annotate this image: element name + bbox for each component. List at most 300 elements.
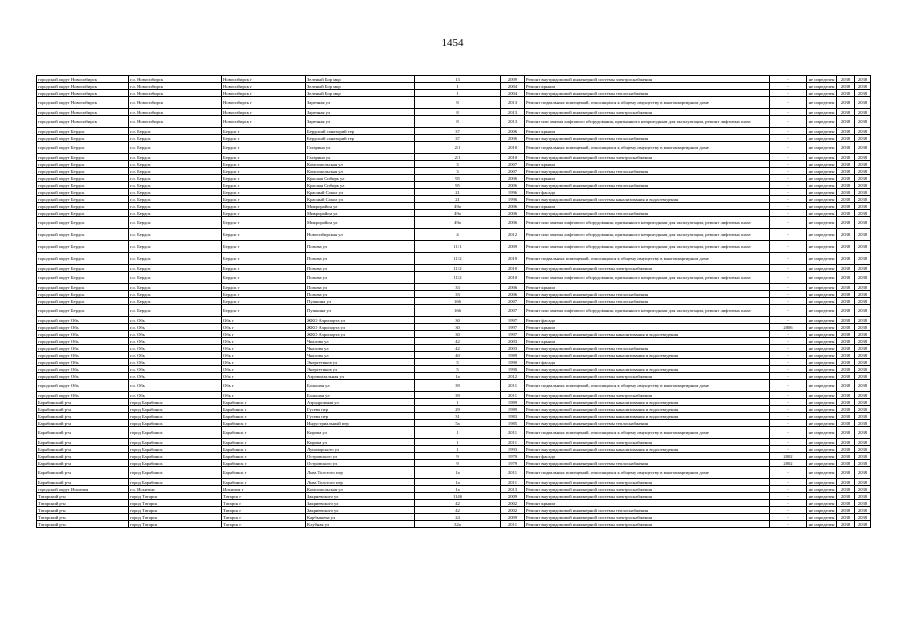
locality-cell: Новосибирск г [222, 90, 306, 97]
locality-cell: Бердск г [222, 210, 306, 217]
build-year-cell: 1996 [501, 189, 525, 196]
district-cell: Татарский р-н [37, 507, 129, 514]
district-cell: городской округ Искитим [37, 486, 129, 493]
status-cell: не определен [807, 317, 837, 324]
last-repair-cell: - [770, 406, 807, 413]
street-cell: Комсомольская ул [306, 161, 415, 168]
house-cell: 21 [415, 196, 501, 203]
build-year-cell: 2006 [501, 135, 525, 142]
build-year-cell: 1989 [501, 406, 525, 413]
build-year-cell: 2011 [501, 521, 525, 528]
status-cell: не определен [807, 253, 837, 265]
last-repair-cell: - [770, 486, 807, 493]
plan-year-end-cell: 2038 [855, 142, 871, 154]
district-cell: городской округ Бердск [37, 305, 129, 317]
build-year-cell: 2010 [501, 154, 525, 161]
plan-year-cell: 2038 [837, 253, 855, 265]
locality-cell: Обь г [222, 352, 306, 359]
house-cell: 3 [415, 161, 501, 168]
status-cell: не определен [807, 241, 837, 253]
work-type-cell: Ремонт крыши [525, 203, 770, 210]
municipality-cell: г.о. Бердск [129, 229, 222, 241]
plan-year-end-cell: 2038 [855, 217, 871, 229]
last-repair-cell: - [770, 229, 807, 241]
street-cell: Заречная ул [306, 116, 415, 128]
district-cell: городской округ Бердск [37, 265, 129, 272]
street-cell: Микрорайон ул [306, 217, 415, 229]
plan-year-cell: 2038 [837, 298, 855, 305]
locality-cell: Барабинск г [222, 427, 306, 439]
house-cell: 1 [415, 446, 501, 453]
build-year-cell: 2013 [501, 116, 525, 128]
district-cell: Барабинский р-н [37, 399, 129, 406]
table-row [37, 109, 871, 116]
plan-year-end-cell: 2038 [855, 116, 871, 128]
build-year-cell: 2010 [501, 265, 525, 272]
plan-year-cell: 2038 [837, 161, 855, 168]
work-type-cell: Ремонт крыши [525, 284, 770, 291]
status-cell: не определен [807, 229, 837, 241]
status-cell: не определен [807, 128, 837, 135]
plan-year-end-cell: 2038 [855, 298, 871, 305]
work-type-cell: Ремонт внутридомовой инженерной системы электроснабжения [525, 521, 770, 528]
plan-year-cell: 2038 [837, 168, 855, 175]
locality-cell: Татарск г [222, 500, 306, 507]
build-year-cell: 2007 [501, 298, 525, 305]
plan-year-cell: 2038 [837, 196, 855, 203]
table-row [37, 241, 871, 253]
status-cell: не определен [807, 210, 837, 217]
municipality-cell: г.о. Бердск [129, 128, 222, 135]
municipality-cell: г.о. Бердск [129, 291, 222, 298]
plan-year-end-cell: 2038 [855, 420, 871, 427]
house-cell: 5 [415, 366, 501, 373]
plan-year-end-cell: 2038 [855, 406, 871, 413]
plan-year-cell: 2038 [837, 97, 855, 109]
build-year-cell: 2011 [501, 380, 525, 392]
table-row [37, 90, 871, 97]
plan-year-end-cell: 2038 [855, 507, 871, 514]
district-cell: городской округ Бердск [37, 203, 129, 210]
last-repair-cell: - [770, 154, 807, 161]
status-cell: не определен [807, 109, 837, 116]
work-type-cell: Ремонт фасада [525, 317, 770, 324]
house-cell: 31 [415, 413, 501, 420]
locality-cell: Обь г [222, 345, 306, 352]
street-cell: Попова ул [306, 265, 415, 272]
locality-cell: Обь г [222, 359, 306, 366]
district-cell: Барабинский р-н [37, 460, 129, 467]
table-row [37, 392, 871, 399]
work-type-cell: Ремонт внутридомовой инженерной системы теплоснабжения [525, 90, 770, 97]
plan-year-cell: 2038 [837, 175, 855, 182]
table-row [37, 154, 871, 161]
last-repair-cell: - [770, 196, 807, 203]
plan-year-end-cell: 2038 [855, 521, 871, 528]
plan-year-end-cell: 2038 [855, 196, 871, 203]
district-cell: Барабинский р-н [37, 427, 129, 439]
locality-cell: Бердск г [222, 175, 306, 182]
last-repair-cell: - [770, 413, 807, 420]
table-row [37, 366, 871, 373]
street-cell: ЖКО Аэропорта ул [306, 324, 415, 331]
municipality-cell: г.о. Бердск [129, 154, 222, 161]
locality-cell: Татарск г [222, 493, 306, 500]
municipality-cell: г.о. Обь [129, 331, 222, 338]
house-cell: 37 [415, 135, 501, 142]
house-cell: 49а [415, 203, 501, 210]
locality-cell: Барабинск г [222, 439, 306, 446]
street-cell: Гусева пер [306, 413, 415, 420]
table-row [37, 168, 871, 175]
work-type-cell: Ремонт подвальных помещений, относящихся к общему имуществу в многоквартирном доме [525, 253, 770, 265]
build-year-cell: 1997 [501, 324, 525, 331]
municipality-cell: г.о. Бердск [129, 189, 222, 196]
status-cell: не определен [807, 521, 837, 528]
last-repair-cell: 2006 [770, 324, 807, 331]
page-number: 1454 [441, 37, 464, 49]
work-type-cell: Ремонт внутридомовой инженерной системы электроснабжения [525, 514, 770, 521]
status-cell: не определен [807, 352, 837, 359]
street-cell: Кирова ул [306, 439, 415, 446]
district-cell: городской округ Бердск [37, 142, 129, 154]
plan-year-cell: 2038 [837, 514, 855, 521]
plan-year-cell: 2038 [837, 83, 855, 90]
last-repair-cell: - [770, 305, 807, 317]
table-row [37, 317, 871, 324]
municipality-cell: г.о. Бердск [129, 142, 222, 154]
municipality-cell: г.о. Новосибирск [129, 83, 222, 90]
plan-year-cell: 2038 [837, 345, 855, 352]
plan-year-end-cell: 2038 [855, 305, 871, 317]
last-repair-cell: - [770, 97, 807, 109]
last-repair-cell: - [770, 514, 807, 521]
house-cell: 95 [415, 175, 501, 182]
street-cell: Попова ул [306, 241, 415, 253]
work-type-cell: Ремонт внутридомовой инженерной системы электроснабжения [525, 373, 770, 380]
district-cell: Барабинский р-н [37, 453, 129, 460]
municipality-cell: г.о. Обь [129, 345, 222, 352]
street-cell: Гагарина ул [306, 142, 415, 154]
work-type-cell: Ремонт или замена лифтового оборудования, признанного непригодным для эксплуатации, ремонт лифтовых шахт [525, 116, 770, 128]
municipality-cell: г.о. Бердск [129, 217, 222, 229]
municipality-cell: город Барабинск [129, 399, 222, 406]
plan-year-end-cell: 2038 [855, 253, 871, 265]
table-row [37, 272, 871, 284]
plan-year-end-cell: 2038 [855, 345, 871, 352]
status-cell: не определен [807, 373, 837, 380]
locality-cell: Барабинск г [222, 420, 306, 427]
plan-year-end-cell: 2038 [855, 413, 871, 420]
plan-year-cell: 2038 [837, 154, 855, 161]
plan-year-cell: 2038 [837, 229, 855, 241]
table-row [37, 210, 871, 217]
municipality-cell: г.о. Обь [129, 324, 222, 331]
last-repair-cell: - [770, 116, 807, 128]
status-cell: не определен [807, 324, 837, 331]
municipality-cell: г.о. Бердск [129, 168, 222, 175]
last-repair-cell: - [770, 291, 807, 298]
last-repair-cell: - [770, 161, 807, 168]
build-year-cell: 2010 [501, 142, 525, 154]
last-repair-cell: - [770, 345, 807, 352]
house-cell: 1 [415, 399, 501, 406]
last-repair-cell: - [770, 241, 807, 253]
plan-year-cell: 2038 [837, 439, 855, 446]
municipality-cell: город Татарск [129, 500, 222, 507]
plan-year-cell: 2038 [837, 109, 855, 116]
house-cell: 30 [415, 331, 501, 338]
district-cell: городской округ Обь [37, 331, 129, 338]
house-cell: 21 [415, 189, 501, 196]
house-cell: 1146 [415, 493, 501, 500]
locality-cell: Бердск г [222, 291, 306, 298]
work-type-cell: Ремонт внутридомовой инженерной системы электроснабжения [525, 109, 770, 116]
plan-year-cell: 2038 [837, 338, 855, 345]
district-cell: Татарский р-н [37, 514, 129, 521]
last-repair-cell: - [770, 182, 807, 189]
locality-cell: Бердск г [222, 241, 306, 253]
plan-year-cell: 2038 [837, 331, 855, 338]
locality-cell: Новосибирск г [222, 109, 306, 116]
status-cell: не определен [807, 116, 837, 128]
street-cell: Попова ул [306, 284, 415, 291]
municipality-cell: город Барабинск [129, 413, 222, 420]
street-cell: Красный Сокол ул [306, 196, 415, 203]
status-cell: не определен [807, 427, 837, 439]
district-cell: городской округ Бердск [37, 229, 129, 241]
last-repair-cell: - [770, 142, 807, 154]
status-cell: не определен [807, 399, 837, 406]
district-cell: городской округ Обь [37, 345, 129, 352]
locality-cell: Обь г [222, 324, 306, 331]
plan-year-cell: 2038 [837, 284, 855, 291]
table-row [37, 203, 871, 210]
work-type-cell: Ремонт подвальных помещений, относящихся к общему имуществу в многоквартирном доме [525, 142, 770, 154]
street-cell: ЖКО Аэропорта ул [306, 331, 415, 338]
district-cell: городской округ Новосибирск [37, 83, 129, 90]
house-cell: 37 [415, 128, 501, 135]
table-row [37, 413, 871, 420]
work-type-cell: Ремонт крыши [525, 324, 770, 331]
build-year-cell: 1997 [501, 331, 525, 338]
last-repair-cell: 2002 [770, 453, 807, 460]
locality-cell: Бердск г [222, 265, 306, 272]
plan-year-end-cell: 2038 [855, 265, 871, 272]
build-year-cell: 2011 [501, 439, 525, 446]
plan-year-cell: 2038 [837, 128, 855, 135]
status-cell: не определен [807, 203, 837, 210]
plan-year-end-cell: 2038 [855, 229, 871, 241]
locality-cell: Бердск г [222, 154, 306, 161]
build-year-cell: 2004 [501, 90, 525, 97]
street-cell: Кирова ул [306, 427, 415, 439]
district-cell: Барабинский р-н [37, 413, 129, 420]
status-cell: не определен [807, 298, 837, 305]
district-cell: городской округ Обь [37, 352, 129, 359]
municipality-cell: город Барабинск [129, 460, 222, 467]
district-cell: Барабинский р-н [37, 446, 129, 453]
table-row [37, 479, 871, 486]
plan-year-cell: 2038 [837, 189, 855, 196]
street-cell: Новосибирская ул [306, 229, 415, 241]
municipality-cell: г.о. Обь [129, 366, 222, 373]
house-cell: 95 [415, 182, 501, 189]
table-row [37, 486, 871, 493]
plan-year-end-cell: 2038 [855, 514, 871, 521]
street-cell: Закриевского ул [306, 500, 415, 507]
build-year-cell: 2004 [501, 83, 525, 90]
work-type-cell: Ремонт подвальных помещений, относящихся к общему имуществу в многоквартирном доме [525, 427, 770, 439]
plan-year-cell: 2038 [837, 90, 855, 97]
work-type-cell: Ремонт внутридомовой инженерной системы канализования и водоотведения [525, 196, 770, 203]
municipality-cell: г.о. Обь [129, 373, 222, 380]
last-repair-cell: - [770, 210, 807, 217]
plan-year-end-cell: 2038 [855, 210, 871, 217]
plan-year-cell: 2038 [837, 217, 855, 229]
locality-cell: Бердск г [222, 161, 306, 168]
municipality-cell: г.о. Бердск [129, 203, 222, 210]
last-repair-cell: - [770, 203, 807, 210]
work-type-cell: Ремонт внутридомовой инженерной системы теплоснабжения [525, 291, 770, 298]
status-cell: не определен [807, 90, 837, 97]
house-cell: 42 [415, 338, 501, 345]
municipality-cell: город Барабинск [129, 420, 222, 427]
plan-year-end-cell: 2038 [855, 203, 871, 210]
build-year-cell: 1996 [501, 196, 525, 203]
plan-year-cell: 2038 [837, 317, 855, 324]
district-cell: городской округ Бердск [37, 298, 129, 305]
municipality-cell: город Барабинск [129, 439, 222, 446]
table-row [37, 493, 871, 500]
status-cell: не определен [807, 420, 837, 427]
table-row [37, 135, 871, 142]
district-cell: городской округ Бердск [37, 241, 129, 253]
status-cell: не определен [807, 76, 837, 83]
municipality-cell: г.о. Бердск [129, 241, 222, 253]
plan-year-cell: 2038 [837, 291, 855, 298]
locality-cell: Обь г [222, 317, 306, 324]
locality-cell: Барабинск г [222, 406, 306, 413]
municipality-cell: г.о. Бердск [129, 196, 222, 203]
plan-year-end-cell: 2038 [855, 427, 871, 439]
last-repair-cell: - [770, 298, 807, 305]
status-cell: не определен [807, 507, 837, 514]
plan-year-end-cell: 2038 [855, 182, 871, 189]
status-cell: не определен [807, 338, 837, 345]
last-repair-cell: 2002 [770, 460, 807, 467]
build-year-cell: 2011 [501, 467, 525, 479]
locality-cell: Бердск г [222, 284, 306, 291]
work-type-cell: Ремонт или замена лифтового оборудования, признанного непригодным для эксплуатации, ремонт лифтовых шахт [525, 305, 770, 317]
plan-year-end-cell: 2038 [855, 399, 871, 406]
build-year-cell: 2006 [501, 203, 525, 210]
plan-year-cell: 2038 [837, 373, 855, 380]
district-cell: городской округ Бердск [37, 284, 129, 291]
table-row [37, 406, 871, 413]
table-row [37, 116, 871, 128]
plan-year-cell: 2038 [837, 272, 855, 284]
district-cell: городской округ Бердск [37, 272, 129, 284]
build-year-cell: 2009 [501, 241, 525, 253]
status-cell: не определен [807, 135, 837, 142]
status-cell: не определен [807, 366, 837, 373]
status-cell: не определен [807, 217, 837, 229]
municipality-cell: г.о. Новосибирск [129, 76, 222, 83]
plan-year-end-cell: 2038 [855, 446, 871, 453]
status-cell: не определен [807, 182, 837, 189]
work-type-cell: Ремонт внутридомовой инженерной системы электроснабжения [525, 76, 770, 83]
house-cell: 11/1 [415, 241, 501, 253]
street-cell: ЖКО Аэропорта ул [306, 317, 415, 324]
table-row [37, 196, 871, 203]
street-cell: Клубная ул [306, 521, 415, 528]
municipality-cell: город Татарск [129, 514, 222, 521]
plan-year-cell: 2038 [837, 182, 855, 189]
table-row [37, 373, 871, 380]
build-year-cell: 2007 [501, 305, 525, 317]
street-cell: Попова ул [306, 291, 415, 298]
house-cell: 3 [415, 168, 501, 175]
last-repair-cell: - [770, 521, 807, 528]
municipality-cell: г.о. Обь [129, 392, 222, 399]
build-year-cell: 1983 [501, 413, 525, 420]
build-year-cell: 2006 [501, 291, 525, 298]
locality-cell: Татарск г [222, 507, 306, 514]
house-cell: 11/2 [415, 265, 501, 272]
work-type-cell: Ремонт подвальных помещений, относящихся к общему имуществу в многоквартирном доме [525, 467, 770, 479]
last-repair-cell: - [770, 373, 807, 380]
work-type-cell: Ремонт фасада [525, 359, 770, 366]
municipality-cell: г.о. Бердск [129, 210, 222, 217]
plan-year-cell: 2038 [837, 392, 855, 399]
plan-year-cell: 2038 [837, 406, 855, 413]
plan-year-cell: 2038 [837, 265, 855, 272]
table-row [37, 359, 871, 366]
last-repair-cell: - [770, 479, 807, 486]
house-cell: 11/2 [415, 253, 501, 265]
work-type-cell: Ремонт крыши [525, 175, 770, 182]
street-cell: Зеленый Бор мкр [306, 90, 415, 97]
municipality-cell: г.о. Бердск [129, 175, 222, 182]
work-type-cell: Ремонт крыши [525, 338, 770, 345]
street-cell: Энергетиков ул [306, 359, 415, 366]
plan-year-end-cell: 2038 [855, 135, 871, 142]
status-cell: не определен [807, 439, 837, 446]
table-row [37, 453, 871, 460]
last-repair-cell: - [770, 90, 807, 97]
build-year-cell: 2010 [501, 272, 525, 284]
last-repair-cell: - [770, 189, 807, 196]
work-type-cell: Ремонт внутридомовой инженерной системы электроснабжения [525, 493, 770, 500]
municipality-cell: г.о. Новосибирск [129, 109, 222, 116]
status-cell: не определен [807, 467, 837, 479]
status-cell: не определен [807, 284, 837, 291]
last-repair-cell: - [770, 439, 807, 446]
repair-schedule-table [36, 75, 871, 528]
table-row [37, 182, 871, 189]
build-year-cell: 2013 [501, 97, 525, 109]
house-cell: 39 [415, 392, 501, 399]
build-year-cell: 1990 [501, 359, 525, 366]
plan-year-end-cell: 2038 [855, 241, 871, 253]
work-type-cell: Ремонт внутридомовой инженерной системы канализования и водоотведения [525, 352, 770, 359]
plan-year-end-cell: 2038 [855, 380, 871, 392]
table-row [37, 265, 871, 272]
table-row [37, 521, 871, 528]
build-year-cell: 2003 [501, 345, 525, 352]
district-cell: городской округ Бердск [37, 210, 129, 217]
